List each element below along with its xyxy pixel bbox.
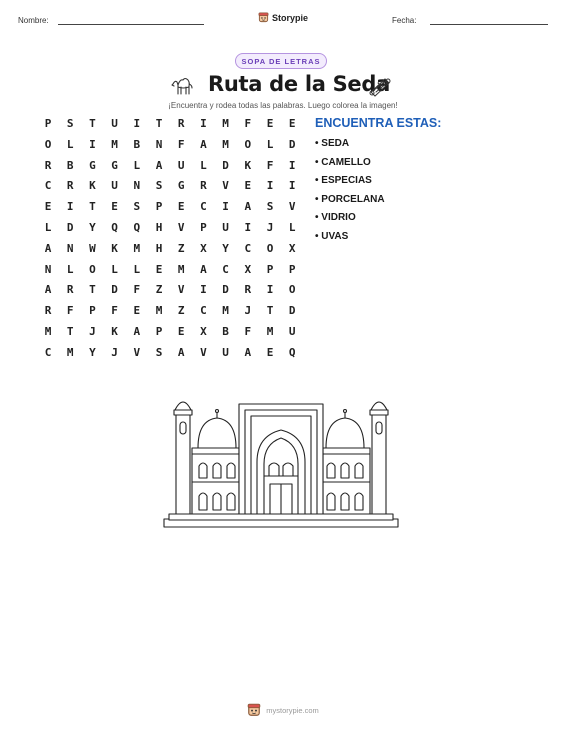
grid-letter[interactable]: N <box>44 262 52 276</box>
grid-letter[interactable]: X <box>200 325 207 338</box>
grid-letter[interactable]: O <box>244 137 252 151</box>
grid-letter[interactable]: E <box>288 117 296 130</box>
worksheet-header <box>18 12 548 32</box>
grid-letter[interactable]: C <box>222 262 229 276</box>
grid-letter[interactable]: F <box>244 117 252 130</box>
grid-letter[interactable]: T <box>266 304 274 318</box>
storypie-mascot-icon <box>258 12 269 23</box>
grid-letter[interactable]: B <box>133 137 141 151</box>
grid-letter[interactable]: I <box>200 117 207 130</box>
grid-letter[interactable]: Y <box>222 241 229 255</box>
grid-letter[interactable]: J <box>89 325 96 338</box>
brand-name: Storypie <box>272 12 309 23</box>
grid-letter[interactable]: T <box>66 325 74 338</box>
grid-letter[interactable]: X <box>200 241 207 255</box>
worksheet-title: Ruta de la Seda <box>208 72 390 96</box>
grid-letter[interactable]: A <box>44 241 52 255</box>
grid-letter[interactable]: J <box>266 221 274 234</box>
grid-letter[interactable]: S <box>155 345 163 359</box>
grid-letter[interactable]: M <box>155 304 163 318</box>
grid-letter[interactable]: I <box>200 283 207 297</box>
grid-letter[interactable]: H <box>155 241 163 255</box>
grid-letter[interactable]: L <box>266 137 274 151</box>
word-item: • PORCELANA <box>315 193 385 205</box>
footer <box>0 703 566 717</box>
grid-letter[interactable]: D <box>222 158 229 172</box>
grid-letter[interactable]: U <box>222 345 229 359</box>
grid-letter[interactable]: K <box>111 325 118 338</box>
grid-letter[interactable]: C <box>244 241 252 255</box>
grid-letter[interactable]: A <box>244 345 252 359</box>
grid-letter[interactable]: O <box>44 137 52 151</box>
grid-letter[interactable]: R <box>66 283 74 297</box>
grid-letter[interactable]: Q <box>133 221 141 234</box>
grid-letter[interactable]: N <box>66 241 74 255</box>
grid-letter[interactable]: P <box>266 262 274 276</box>
grid-letter[interactable]: R <box>44 304 52 318</box>
grid-letter[interactable]: W <box>89 241 96 255</box>
word-list <box>315 116 441 246</box>
grid-letter[interactable]: T <box>89 200 96 214</box>
grid-letter[interactable]: U <box>111 117 118 130</box>
grid-letter[interactable]: L <box>111 262 118 276</box>
grid-letter[interactable]: C <box>200 304 207 318</box>
grid-letter[interactable]: F <box>266 158 274 172</box>
grid-letter[interactable]: T <box>89 117 96 130</box>
grid-letter[interactable]: J <box>244 304 252 318</box>
grid-letter[interactable]: I <box>266 179 274 193</box>
grid-letter[interactable]: A <box>244 200 252 214</box>
grid-letter[interactable]: K <box>244 158 252 172</box>
grid-letter[interactable]: E <box>44 200 52 214</box>
grid-letter[interactable]: L <box>133 262 141 276</box>
name-line[interactable] <box>58 24 204 25</box>
grid-letter[interactable]: N <box>155 137 163 151</box>
grid-letter[interactable]: M <box>266 325 274 338</box>
grid-letter[interactable]: P <box>155 325 163 338</box>
grid-letter[interactable]: F <box>244 325 252 338</box>
grid-letter[interactable]: O <box>266 241 274 255</box>
grid-letter[interactable]: I <box>288 179 296 193</box>
grid-letter[interactable]: P <box>200 221 207 234</box>
grid-letter[interactable]: L <box>200 158 207 172</box>
word-item: • SEDA <box>315 138 350 149</box>
grid-letter[interactable]: E <box>266 117 274 130</box>
grid-letter[interactable]: D <box>222 283 229 297</box>
grid-letter[interactable]: C <box>44 179 52 193</box>
grid-letter[interactable]: K <box>111 241 118 255</box>
silk-scroll-icon <box>368 75 392 97</box>
grid-letter[interactable]: E <box>155 262 163 276</box>
grid-letter[interactable]: G <box>89 158 96 172</box>
grid-letter[interactable]: D <box>66 221 74 234</box>
grid-letter[interactable]: R <box>44 158 52 172</box>
footer-url[interactable]: mystorypie.com <box>266 705 319 715</box>
grid-letter[interactable]: E <box>177 325 185 338</box>
grid-letter[interactable]: U <box>222 221 229 234</box>
grid-letter[interactable]: G <box>177 179 185 193</box>
grid-letter[interactable]: A <box>133 325 141 338</box>
grid-letter[interactable]: I <box>66 200 74 214</box>
grid-letter[interactable]: J <box>111 345 118 359</box>
mosque-coloring-image[interactable] <box>161 392 401 532</box>
grid-letter[interactable]: C <box>44 345 52 359</box>
grid-letter[interactable]: M <box>222 304 229 318</box>
grid-letter[interactable]: D <box>111 283 118 297</box>
grid-letter[interactable]: H <box>155 221 163 234</box>
grid-letter[interactable]: T <box>155 117 163 130</box>
instructions: ¡Encuentra y rodea todas las palabras. Luego colorea la imagen! <box>168 101 398 110</box>
grid-letter[interactable]: G <box>111 158 118 172</box>
grid-letter[interactable]: M <box>222 117 229 130</box>
grid-letter[interactable]: O <box>89 262 96 276</box>
grid-letter[interactable]: E <box>133 304 141 318</box>
grid-letter[interactable]: E <box>111 200 118 214</box>
grid-letter[interactable]: L <box>66 137 74 151</box>
grid-letter[interactable]: D <box>288 304 296 318</box>
date-line[interactable] <box>430 24 548 25</box>
grid-letter[interactable]: N <box>133 179 141 193</box>
grid-letter[interactable]: A <box>177 345 185 359</box>
grid-letter[interactable]: F <box>111 304 118 318</box>
grid-letter[interactable]: P <box>288 262 296 276</box>
grid-letter[interactable]: L <box>133 158 141 172</box>
grid-letter[interactable]: P <box>89 304 96 318</box>
grid-letter[interactable]: U <box>177 158 185 172</box>
word-item: • CAMELLO <box>315 156 371 168</box>
grid-letter[interactable]: S <box>133 200 141 214</box>
grid-letter[interactable]: D <box>288 137 296 151</box>
grid-letter[interactable]: B <box>222 325 229 338</box>
grid-letter[interactable]: M <box>44 325 52 338</box>
grid-letter[interactable]: Y <box>89 221 96 234</box>
grid-letter[interactable]: R <box>244 283 252 297</box>
grid-letter[interactable]: F <box>133 283 141 297</box>
grid-letter[interactable]: E <box>266 345 274 359</box>
word-list-heading: ENCUENTRA ESTAS: <box>315 116 442 130</box>
grid-letter[interactable]: L <box>66 262 74 276</box>
grid-letter[interactable]: C <box>200 200 207 214</box>
grid-letter[interactable]: Q <box>111 221 118 234</box>
grid-letter[interactable]: V <box>133 345 141 359</box>
brand-logo <box>258 12 308 23</box>
camel-icon <box>170 74 196 98</box>
grid-letter[interactable]: U <box>111 179 118 193</box>
grid-letter[interactable]: M <box>133 241 141 255</box>
grid-letter[interactable]: M <box>111 137 118 151</box>
grid-letter[interactable]: U <box>288 325 296 338</box>
name-label: Nombre: <box>18 16 49 25</box>
grid-letter[interactable]: F <box>177 137 185 151</box>
grid-letter[interactable]: I <box>244 221 252 234</box>
grid-letter[interactable]: X <box>244 262 252 276</box>
grid-letter[interactable]: M <box>177 262 185 276</box>
title-row <box>0 72 566 100</box>
grid-letter[interactable]: V <box>200 345 207 359</box>
grid-letter[interactable]: B <box>66 158 74 172</box>
grid-letter[interactable]: I <box>133 117 141 130</box>
grid-letter[interactable]: S <box>66 117 74 130</box>
grid-letter[interactable]: I <box>89 137 96 151</box>
worksheet-type-badge: SOPA DE LETRAS <box>235 53 327 69</box>
grid-letter[interactable]: T <box>89 283 96 297</box>
grid-letter[interactable]: L <box>44 221 52 234</box>
grid-letter[interactable]: X <box>288 241 296 255</box>
grid-letter[interactable]: V <box>177 283 185 297</box>
date-label: Fecha: <box>392 16 417 25</box>
word-item: • VIDRIO <box>315 212 356 223</box>
grid-letter[interactable]: Z <box>177 304 185 318</box>
grid-letter[interactable]: M <box>66 345 74 359</box>
grid-letter[interactable]: S <box>266 200 274 214</box>
grid-letter[interactable]: S <box>155 179 163 193</box>
grid-letter[interactable]: P <box>44 117 52 130</box>
grid-letter[interactable]: E <box>177 200 185 214</box>
grid-letter[interactable]: A <box>155 158 163 172</box>
grid-letter[interactable]: Z <box>177 241 185 255</box>
grid-letter[interactable]: V <box>222 179 229 193</box>
grid-letter[interactable]: I <box>288 158 296 172</box>
grid-letter[interactable]: R <box>66 179 74 193</box>
grid-letter[interactable]: P <box>155 200 163 214</box>
word-item: • UVAS <box>315 230 349 242</box>
grid-letter[interactable]: A <box>200 262 207 276</box>
grid-letter[interactable]: O <box>288 283 296 297</box>
grid-letter[interactable]: Y <box>89 345 96 359</box>
grid-letter[interactable]: R <box>200 179 207 193</box>
word-item: • ESPECIAS <box>315 175 372 186</box>
grid-letter[interactable]: K <box>89 179 96 193</box>
grid-letter[interactable]: Z <box>155 283 163 297</box>
grid-letter[interactable]: V <box>177 221 185 234</box>
grid-letter[interactable]: M <box>222 137 229 151</box>
grid-letter[interactable]: V <box>288 200 296 214</box>
grid-letter[interactable]: A <box>44 283 52 297</box>
grid-letter[interactable]: E <box>244 179 252 193</box>
grid-letter[interactable]: I <box>266 283 274 297</box>
grid-letter[interactable]: L <box>288 221 296 234</box>
grid-letter[interactable]: A <box>200 137 207 151</box>
storypie-mascot-icon <box>247 703 261 717</box>
grid-letter[interactable]: R <box>177 117 185 130</box>
grid-letter[interactable]: F <box>66 304 74 318</box>
grid-letter[interactable]: I <box>222 200 229 214</box>
grid-letter[interactable]: Q <box>288 345 296 359</box>
